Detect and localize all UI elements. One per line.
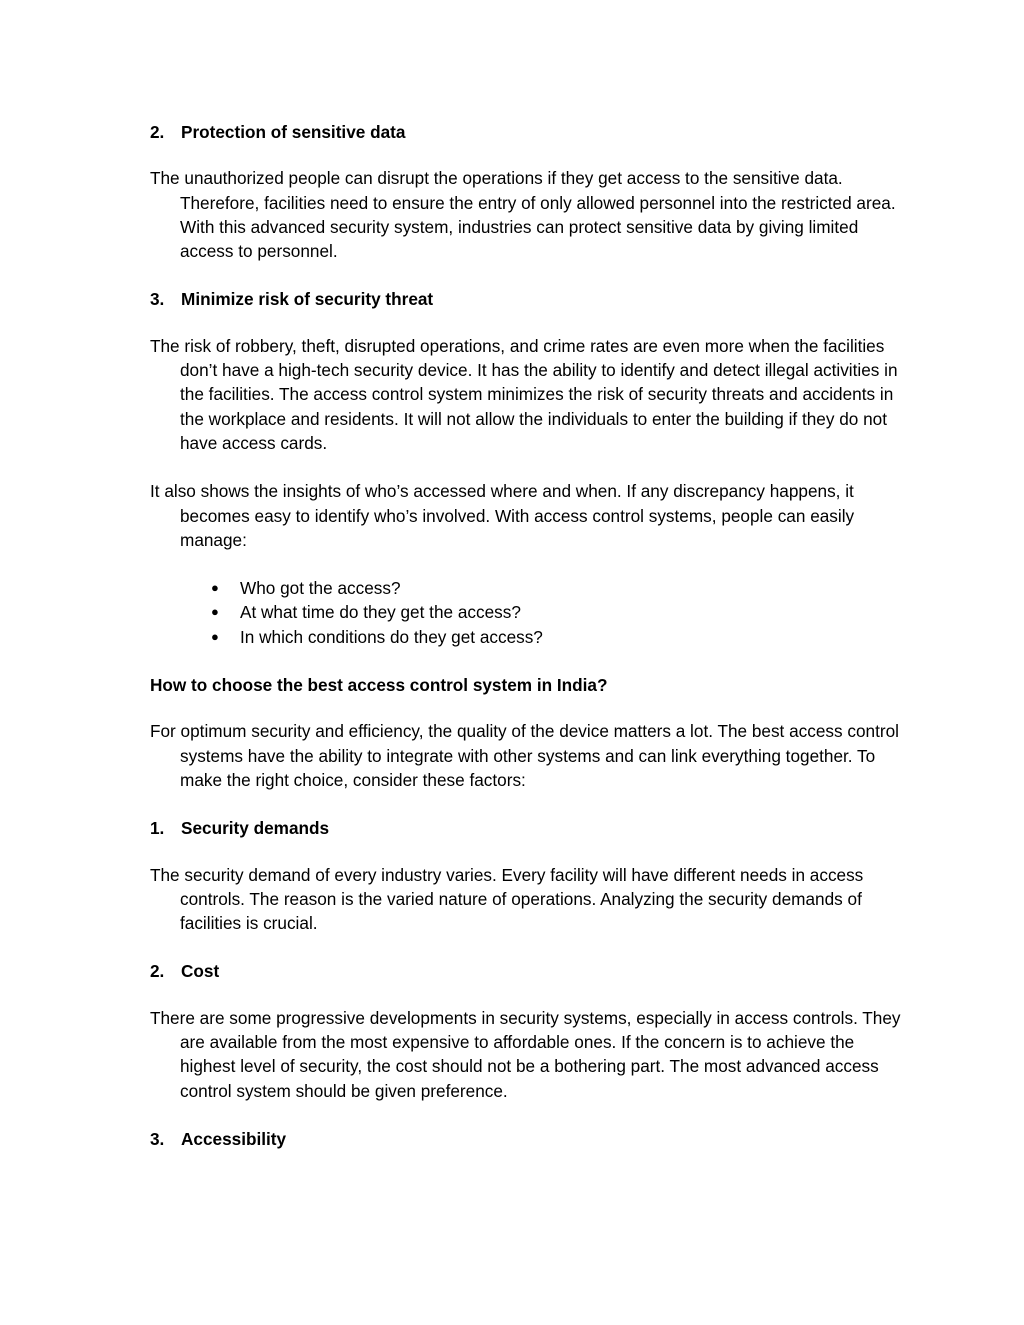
section-heading-accessibility (150, 1127, 910, 1151)
paragraph-risk: The risk of robbery, theft, disrupted operations, and crime rates are even more when the facilities don’t have a high-tech security device. It has the ability to identify and detect illegal activities in the facilities. The access control system minimizes the risk of security threats and accidents in the workplace and residents. It will not allow the individuals to enter the building if they do not have access cards. (150, 335, 898, 453)
heading-number: 1. (150, 818, 165, 839)
section-heading-protection (150, 120, 910, 144)
bullet-icon: ● (211, 580, 219, 596)
list-item (150, 625, 910, 649)
list-item-text: In which conditions do they get access? (240, 626, 543, 647)
bullet-icon: ● (211, 628, 219, 644)
heading-text: Security demands (181, 818, 330, 839)
heading-text: How to choose the best access control system in India? (150, 675, 608, 696)
list-item (150, 600, 910, 624)
heading-text: Protection of sensitive data (181, 122, 406, 142)
section-heading-how-to-choose (150, 673, 910, 697)
paragraph-cost: There are some progressive developments in security systems, especially in access controls. They are available from the most expensive to affordable ones. If the concern is to achieve the highest level of security, the cost should not be a bothering part. The most advanced access control system should be given preference. (150, 1007, 901, 1101)
paragraph-protection: The unauthorized people can disrupt the operations if they get access to the sensitive data. Therefore, facilities need to ensure the entry of only allowed personnel into the restricted area. With this advanced security system, industries can protect sensitive data by giving limited access to personnel. (150, 168, 896, 262)
heading-number: 2. (150, 961, 165, 982)
paragraph-insights: It also shows the insights of who’s accessed where and when. If any discrepancy happens, it becomes easy to identify who’s involved. With access control systems, people can easily manage: (150, 481, 855, 550)
heading-number: 3. (150, 289, 165, 310)
bullet-list (150, 576, 910, 649)
heading-text: Accessibility (181, 1128, 287, 1149)
section-heading-security-demands (150, 816, 910, 840)
paragraph-security-demands: The security demand of every industry varies. Every facility will have different needs in access controls. The reason is the varied nature of operations. Analyzing the security demands of facilities is crucial. (150, 864, 864, 934)
section-heading-cost (150, 959, 910, 983)
document-page (150, 120, 910, 1173)
paragraph-optimum-security: For optimum security and efficiency, the quality of the device matters a lot. The best access control systems have the ability to integrate with other systems and can link everything together. To make the right choice, consider these factors: (150, 721, 899, 790)
heading-text: Minimize risk of security threat (181, 289, 434, 310)
list-item-text: At what time do they get the access? (240, 602, 521, 623)
list-item-text: Who got the access? (240, 578, 401, 599)
list-item (150, 576, 910, 600)
section-heading-minimize-risk (150, 287, 910, 311)
heading-text: Cost (181, 961, 220, 982)
heading-number: 2. (150, 122, 165, 142)
heading-number: 3. (150, 1128, 165, 1149)
bullet-icon: ● (211, 604, 219, 620)
